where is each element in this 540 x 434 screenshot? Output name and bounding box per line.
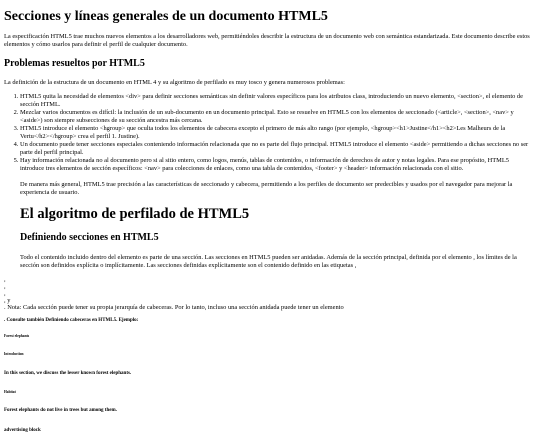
- list-item: ,: [4, 275, 6, 283]
- defining-sections-text: Todo el contenido incluido dentro del elemento es parte de una sección. Las secciones en HTML5 pueden ser anidadas. Además de la sección principal, definida por el elemento , los límites de la sección son definidos explícita o implícitamente. Las secciones definidas explícitamente son el contenido definido en las etiquetas ,: [20, 253, 517, 269]
- advertising-block: advertising block: [4, 427, 41, 433]
- page-title: Secciones y líneas generales de un documento HTML5: [4, 9, 328, 24]
- problems-intro: La definición de la estructura de un documento en HTML 4 y su algoritmo de perfilado es muy tosco y genera numerosos problemas:: [4, 78, 345, 86]
- list-item: , y: [4, 296, 11, 304]
- see-also-text: . Consulte también Definiendo cabeceras en HTML5. Ejemplo:: [4, 317, 139, 323]
- defining-sections-heading: Definiendo secciones en HTML5: [20, 232, 159, 244]
- list-item: 2. Mezclar varios documentos es difícil: la inclusión de un sub-documento en un documento principal. Esto se resuelve en HTML5 con los elementos de seccionado (<article>, <section>, <nav> y <aside>) son siempre subsecciones de su sección ancestra más cercana.: [20, 109, 532, 125]
- list-item: ,: [4, 282, 6, 290]
- example-heading-3: Habitat: [4, 389, 16, 394]
- list-item: 3. HTML5 introduce el elemento <hgroup> que oculta todos los elementos de cabecera excepto el primero de más alto rango (por ejemplo, <hgroup><h1>Justine</h1><h2>Les Malheurs de la Vertu</h2></hgroup> crea el perfil 1. Justine).: [20, 125, 532, 141]
- algorithm-heading: El algoritmo de perfilado de HTML5: [20, 205, 250, 222]
- list-item: 5. Hay información relacionada no al documento pero si al sitio entero, como logos, menús, tablas de contenidos, o información de derechos de autor y notas legales. Para ese propósito, HTML5 introduce tres elementos de sección específicos: <nav> para colecciones de enlaces, como una tabla de contenidos, <footer> y <header> información relacionada con el sitio.: [20, 157, 532, 173]
- list-item: 4. Un documento puede tener secciones especiales conteniendo información relacionada que no es parte del flujo principal. HTML5 introduce el elemento <aside> permitiendo a dichas secciones no ser parte del perfil principal.: [20, 141, 532, 157]
- list-item: ,: [4, 289, 6, 297]
- example-text-2: Forest elephants do not live in trees but among them.: [4, 408, 117, 414]
- example-text-1: In this section, we discuss the lesser known forest elephants.: [4, 370, 132, 376]
- problems-heading: Problemas resueltos por HTML5: [4, 58, 145, 70]
- example-heading-2: Introduction: [4, 352, 24, 357]
- example-heading-1: Forest elephants: [4, 333, 30, 338]
- problems-outro: De manera más general, HTML5 trae precisión a las características de seccionado y cabecera, permitiendo a los perfiles de documento ser predecibles y usados por el navegador para mejorar la experiencia de usuario.: [20, 180, 513, 196]
- sections-list: [4, 276, 532, 304]
- list-item: 1. HTML5 quita la necesidad de elementos <div> para definir secciones semánticas sin definir valores específicos para los atributos class, introduciendo un nuevo elemento, <section>, el elemento de sección HTML.: [20, 93, 532, 109]
- problems-list: [4, 93, 532, 173]
- note-text: . Nota: Cada sección puede tener su propia jerarquía de cabeceras. Por lo tanto, incluso una sección anidada puede tener un elemento: [4, 303, 344, 311]
- intro-paragraph: La especificación HTML5 trae muchos nuevos elementos a los desarrolladores web, permitiéndoles describir la estructura de un documento web con semántica estandarizada. Este documento describe estos elementos y cómo usarlos para definir el perfil de cualquier documento.: [4, 33, 530, 49]
